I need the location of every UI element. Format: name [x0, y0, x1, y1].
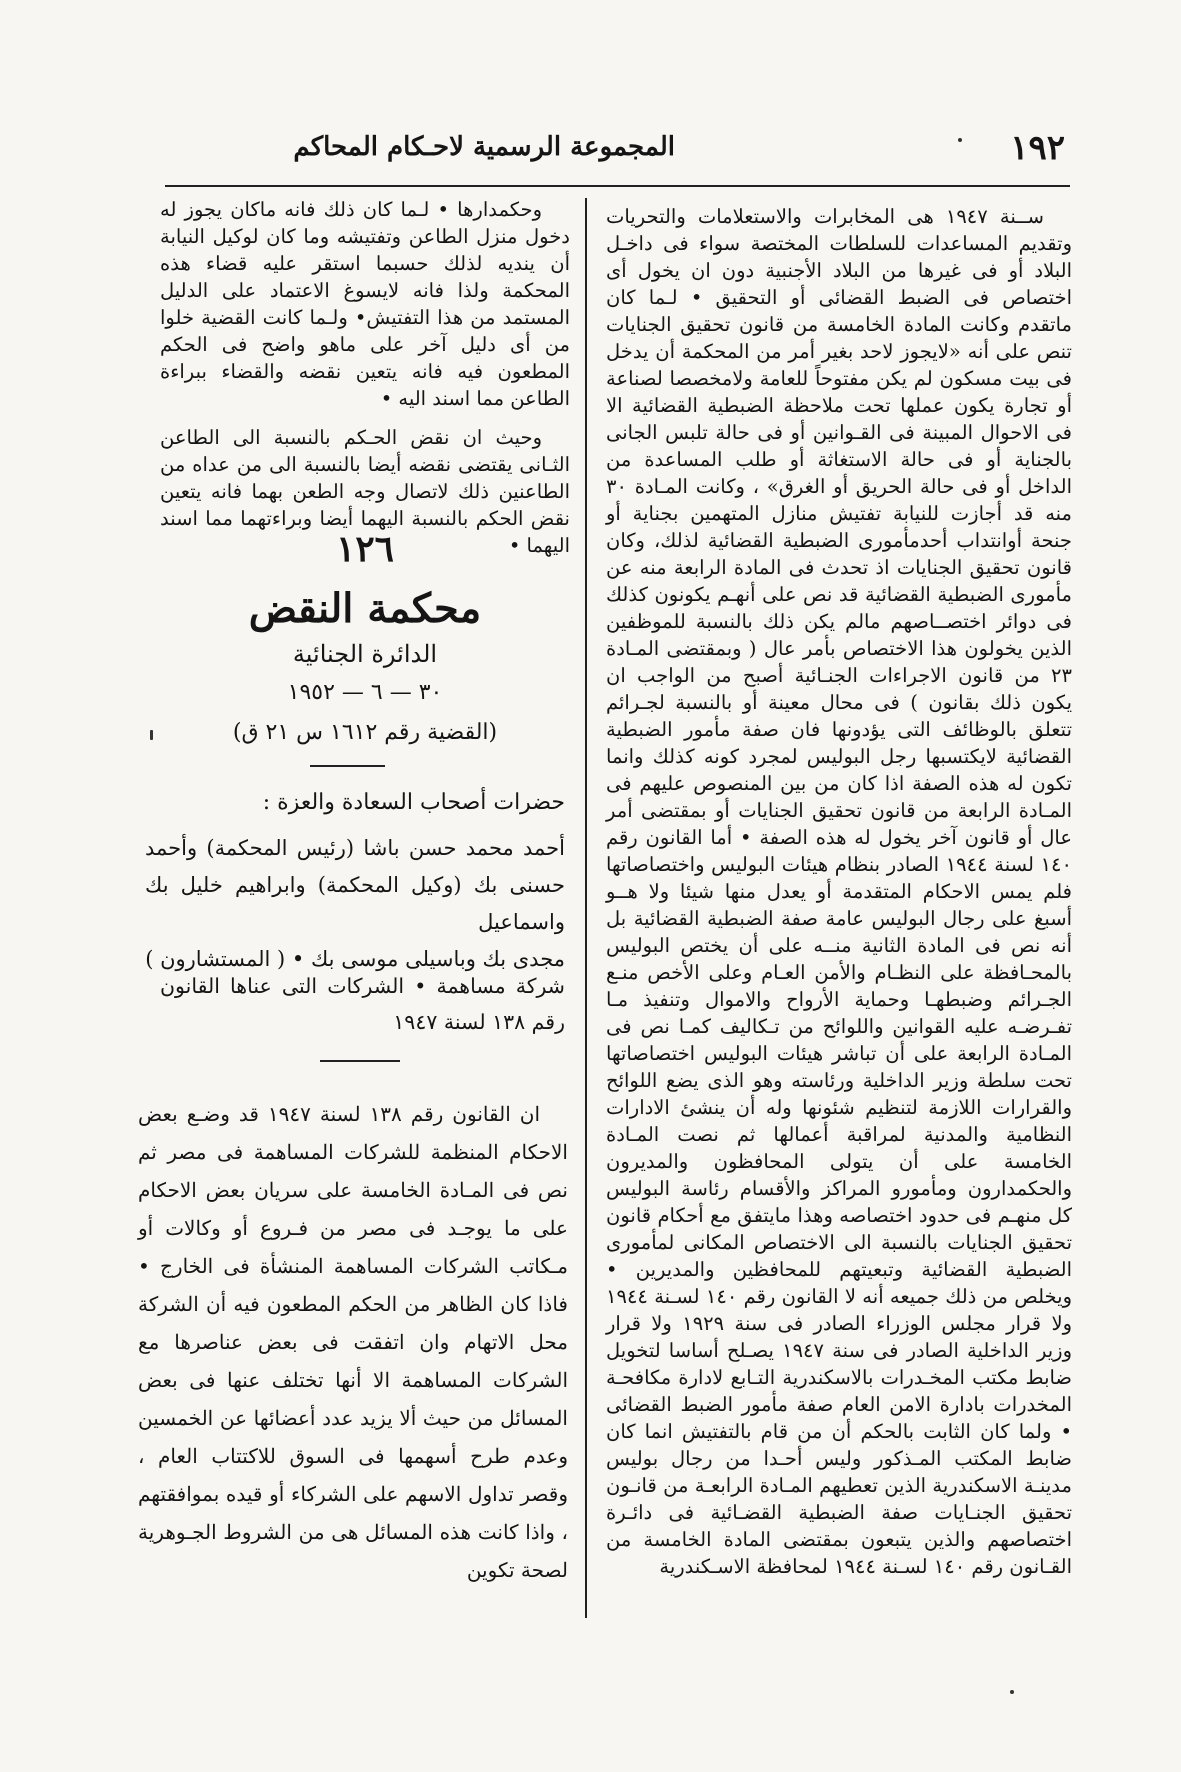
left-paragraph-2: وحيث ان نقض الحـكم بالنسبة الى الطاعن الثـانى يقتضى نقضه أيضا بالنسبة الى من عداه من الطاعنين ذلك لاتصال وجه الطعن بهما فانه يتعين نقض الحكم بالنسبة اليهما أيضا وبراءتهما مما اسند اليهما • [160, 426, 570, 557]
section-rule [310, 765, 385, 767]
margin-mark [1010, 1690, 1014, 1694]
column-divider [585, 198, 587, 1618]
judges-line: أحمد محمد حسن باشا (رئيس المحكمة) وأحمد [145, 836, 565, 860]
page-header [130, 128, 1065, 176]
margin-mark [150, 730, 153, 740]
right-column [606, 203, 1072, 1580]
left-paragraph-1: وحكمدارها • لـما كان ذلك فانه ماكان يجوز له دخول منزل الطاعن وتفتيشه وما كان لوكيل النيابة أن ينديه لذلك حسبما استقر عليه قضاء هذه المحكمة ولذا فانه لايسوغ الاعتماد على الدليل المستمد من هذا التفتيش• ولـما كانت القضية خلوا من أى دليل آخر على ماهو واضح فى الحكم المطعون فيه فانه يتعين نقضه والقضاء ببراءة الطاعن مما اسند اليه • [160, 198, 570, 410]
holding-text: ان القانون رقم ١٣٨ لسنة ١٩٤٧ قد وضـع بعض الاحكام المنظمة للشركات المساهمة فى مصر ثم نص فى المـادة الخامسة على سريان بعض الاحكام على ما يوجـد فى مصر من فـروع أو وكالات أو مـكاتب الشركات المساهمة المنشأة فى الخارج • فاذا كان الظاهر من الحكم المطعون فيه أن الشركة محل الاتهام وان اتفقت فى بعض عناصرها مع الشركات المساهمة الا أنها تختلف عنها فى بعض المسائل من حيث ألا يزيد عدد أعضائها عن الخمسين وعدم طرح أسهمها فى السوق للاكتتاب العام ، وقصر تداول الاسهم على الشركاء أو قيده بموافقتهم ، واذا كانت هذه المسائل هى من الشروط الجـوهرية لصحة تكوين [138, 1102, 568, 1582]
circuit-name: الدائرة الجنائية [292, 640, 438, 668]
case-reference: (القضية رقم ١٦١٢ س ٢١ ق) [232, 720, 498, 745]
ruling-date: ٣٠ — ٦ — ١٩٥٢ [287, 680, 443, 705]
judges-list [145, 830, 565, 978]
running-title: المجموعة الرسمية لاحـكام المحاكم [293, 132, 675, 162]
header-rule [165, 185, 1070, 187]
legal-holding [138, 1095, 568, 1589]
judges-intro: حضرات أصحاب السعادة والعزة : [262, 790, 565, 815]
left-column-top [160, 196, 570, 559]
section-rule [320, 1060, 400, 1062]
margin-mark [958, 138, 962, 142]
page-number: ١٩٢ [1010, 128, 1065, 168]
case-summary: شركة مساهمة • الشركات التى عناها القانون رقم ١٣٨ لسنة ١٩٤٧ [160, 974, 565, 1034]
case-number: ١٢٦ [335, 528, 394, 570]
right-column-text: ســنة ١٩٤٧ هى المخابرات والاستعلامات والتحريات وتقديم المساعدات للسلطات المختصة سواء فى داخـل البلاد أو فى غيرها من البلاد الأجنبية دون ان يخول أى اختصاص فى الضبط القضائى أو التحقيق • لـما كان ماتقدم وكانت المادة الخامسة من قانون تحقيق الجنايات تنص على أنه «لايجوز لاحد بغير أمر من المحكمة أن يدخل فى بيت مسكون لم يكن مفتوحاً للعامة ولامخصصا لصناعة أو تجارة يكون عملها تحت ملاحظة الضبطية القضائية الا فى الاحوال المبينة فى القـوانين أو فى حالة تلبس الجانى بالجناية أو فى حالة الاستغاثة أو طلب المساعدة من الداخل أو فى حالة الحريق أو الغرق» ، وكانت المـادة ٣٠ منه قد أجازت للنيابة تفتيش منازل المتهمين بجناية أو جنحة أوانتداب أحدمأمورى الضبطية القضائية لذلك، وكان قانون تحقيق الجنايات اذ تحدث فى المادة الرابعة منه عن مأمورى الضبطية القضائية قد نص على أنهـم يكونون كذلك فى دوائر اختصــاصهم مالم يكن ذلك بالنسبة للموظفين الذين يخولون هذا الاختصاص بأمر عال ( وبمقتضى المـادة ٢٣ من قانون الاجراءات الجنـائية أصبح من الواجب ان يكون ذلك بقانون ) فى محال معينة أو بالنسبة لجـرائم تتعلق بالوظائف التى يؤدونها فان صفة مأمور الضبطية القضائية لايكتسبها رجل البوليس لمجرد كونه كذلك وانما تكون له هذه الصفة اذا كان من بين المنصوص عليهم فى المـادة الرابعة من قانون تحقيق الجنايات أو بمقتضى أمر عال أو قانون آخر يخول له هذه الصفة • أما القانون رقم ١٤٠ لسنة ١٩٤٤ الصادر بنظام هيئات البوليس واختصاصاتها فلم يمس الاحكام المتقدمة أو يعدل منها شيئا ولا هــو أسبغ على رجال البوليس عامة صفة الضبطية القضائية بل أنه نص فى المادة الثانية منــه على أن يختص البوليس بالمحـافظة على النظـام والأمن العـام وعلى الأخص منـع الجـرائم وضبطهـا وحماية الأرواح والاموال وتنفيذ مـا تفـرضـه عليه القوانين واللوائح من تـكاليف كمـا نص فى المـادة الرابعة على أن تباشر هيئات البوليس اختصاصاتها تحت سلطة وزير الداخلية ورئاسته وهو الذى يضع اللوائح والقرارات اللازمة لتنظيم شئونها وله أن ينشئ الادارات النظامية والمدنية لمراقبة أعمالها ثم نصت المـادة الخامسة على أن يتولى المحافظون والمديرون والحكمدارون ومأمورو المراكز والأقسام رئاسة البوليس كل منهـم فى حدود اختصاصه وهذا مايتفق مع أحكام قانون تحقيق الجنايات بالنسبة الى الاختصاص المكانى لمأمورى الضبطية القضائية وتبعيتهم للمحافظين والمديرين • ويخلص من ذلك جميعه أنه لا القانون رقم ١٤٠ لسـنة ١٩٤٤ ولا قرار مجلس الوزراء الصادر فى سنة ١٩٢٩ ولا قرار وزير الداخلية الصادر فى سنة ١٩٤٧ يصـلح أساسا لتخويل ضابط مكتب المخـدرات بالاسكندرية التـابع لادارة مكافحـة المخدرات بادارة الامن العام صفة مأمور الضبط القضائى • ولما كان الثابت بالحكم أن من قام بالتفتيش انما كان ضابط المكتب المـذكور وليس أحـدا من رجال بوليس مدينـة الاسكندرية الذين تعطيهم المـادة الرابعـة من قانـون تحقيق الجنـايات صفة الضبطية القضـائية فى دائـرة اختصاصهم والذين يتبعون بمقتضى المادة الخامسة من القـانون رقم ١٤٠ لسـنة ١٩٤٤ لمحافظة الاسـكندرية [606, 205, 1072, 1578]
court-name: محكمة النقض [248, 585, 482, 632]
judges-line: حسنى بك (وكيل المحكمة) وابراهيم خليل بك واسماعيل [145, 873, 565, 934]
judges-line: مجدى بك وباسيلى موسى بك • ( المستشارون ) [145, 947, 565, 971]
